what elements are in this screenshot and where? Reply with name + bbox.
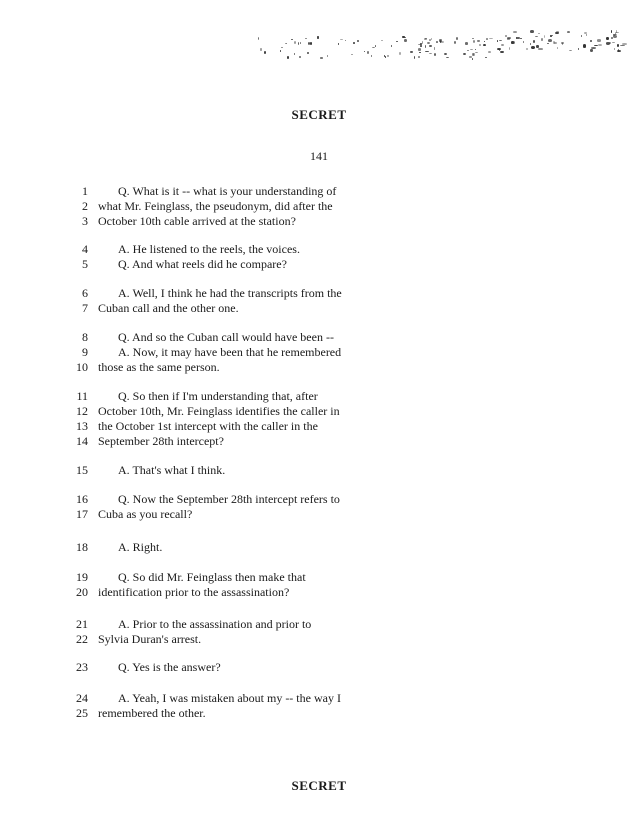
page-number: 141 [310, 149, 328, 163]
noise-speck [586, 34, 587, 36]
noise-speck [500, 51, 504, 53]
noise-speck [469, 56, 471, 57]
noise-speck [372, 47, 375, 48]
line-text: October 10th, Mr. Feinglass identifies the caller in [98, 404, 340, 418]
noise-speck [520, 38, 522, 39]
noise-speck [584, 32, 586, 34]
line-text: Cuba as you recall? [98, 507, 193, 521]
line-number: 22 [76, 632, 88, 646]
noise-speck [414, 56, 415, 59]
noise-speck [472, 53, 473, 56]
noise-speck [320, 57, 323, 58]
line-text: Sylvia Duran's arrest. [98, 632, 202, 646]
line-number: 12 [76, 404, 88, 418]
noise-speck [557, 47, 558, 49]
line-text: remembered the other. [98, 706, 206, 720]
noise-speck [530, 43, 532, 45]
noise-speck [375, 45, 376, 47]
line-number: 7 [82, 301, 88, 315]
line-number: 14 [76, 434, 88, 448]
noise-speck [578, 48, 579, 50]
line-text: A. He listened to the reels, the voices. [118, 242, 300, 256]
line-number: 4 [82, 242, 88, 256]
noise-speck [548, 39, 552, 42]
line-text: Q. What is it -- what is your understanding of [118, 184, 337, 198]
noise-speck [338, 43, 339, 45]
noise-speck [583, 44, 586, 47]
noise-speck [538, 48, 542, 51]
line-number: 23 [76, 660, 88, 674]
noise-speck [399, 52, 400, 55]
line-text: Q. Yes is the answer? [118, 660, 221, 674]
line-text: A. Yeah, I was mistaken about my -- the way I [118, 691, 341, 705]
noise-speck [484, 41, 485, 43]
line-number: 8 [82, 330, 88, 344]
noise-speck [467, 50, 469, 51]
noise-speck [310, 42, 311, 45]
line-number: 15 [76, 463, 88, 477]
line-number: 21 [76, 617, 88, 631]
line-text: Q. And so the Cuban call would have been -- [118, 330, 334, 344]
noise-speck [555, 32, 559, 34]
line-text: A. Right. [118, 540, 163, 554]
line-number: 25 [76, 706, 88, 720]
line-number: 16 [76, 492, 88, 506]
line-number: 2 [82, 199, 88, 213]
line-text: Q. And what reels did he compare? [118, 257, 287, 271]
noise-speck [425, 51, 428, 53]
noise-speck [598, 44, 602, 46]
noise-speck [497, 48, 501, 50]
noise-speck [280, 50, 282, 51]
noise-speck [294, 53, 295, 56]
line-number: 13 [76, 419, 88, 433]
noise-speck [434, 47, 436, 49]
line-number: 20 [76, 585, 88, 599]
line-text: Q. Now the September 28th intercept refers to [118, 492, 340, 506]
noise-speck [612, 42, 615, 43]
line-text: what Mr. Feinglass, the pseudonym, did after the [98, 199, 333, 213]
noise-speck [591, 47, 596, 49]
noise-speck [606, 37, 608, 40]
noise-speck [291, 39, 293, 40]
noise-speck [501, 44, 504, 46]
noise-speck [620, 45, 625, 46]
noise-speck [436, 41, 437, 43]
page-header: SECRET [291, 107, 347, 122]
noise-speck [317, 36, 318, 38]
noise-speck [472, 58, 473, 60]
noise-speck [507, 38, 511, 40]
noise-speck [353, 42, 356, 44]
noise-speck [305, 38, 307, 39]
noise-speck [541, 38, 542, 41]
line-number: 11 [76, 389, 88, 403]
noise-speck [422, 41, 424, 43]
noise-speck [463, 53, 466, 56]
noise-speck [475, 49, 477, 51]
noise-speck [418, 48, 421, 50]
noise-speck [509, 47, 510, 50]
noise-speck [597, 39, 601, 41]
noise-speck [429, 45, 432, 48]
noise-speck [456, 37, 458, 40]
noise-speck [431, 38, 432, 39]
noise-speck [429, 53, 432, 54]
noise-speck [533, 40, 536, 43]
line-number: 19 [76, 570, 88, 584]
scan-noise [255, 30, 625, 62]
noise-speck [489, 38, 493, 39]
noise-speck [264, 51, 266, 53]
noise-speck [396, 41, 398, 42]
noise-speck [511, 41, 514, 44]
noise-speck [345, 40, 346, 42]
noise-speck [475, 52, 478, 53]
noise-speck [425, 45, 427, 48]
noise-speck [404, 39, 407, 42]
noise-speck [617, 44, 618, 47]
noise-speck [497, 40, 498, 42]
noise-speck [446, 57, 449, 58]
noise-speck [483, 44, 486, 46]
noise-speck [472, 38, 474, 39]
line-text: A. Prior to the assassination and prior to [118, 617, 312, 631]
noise-speck [526, 48, 527, 50]
noise-speck [294, 41, 296, 44]
noise-speck [613, 35, 617, 38]
noise-speck [552, 35, 553, 36]
line-number: 3 [82, 214, 88, 228]
page-footer: SECRET [291, 778, 347, 793]
noise-speck [569, 50, 572, 51]
noise-speck [590, 40, 591, 41]
noise-speck [530, 30, 533, 33]
noise-speck [367, 51, 370, 54]
noise-speck [499, 40, 502, 41]
noise-speck [420, 45, 422, 47]
noise-speck [590, 49, 593, 51]
noise-speck [364, 51, 365, 53]
noise-speck [357, 40, 359, 43]
line-number: 18 [76, 540, 88, 554]
noise-speck [307, 52, 309, 55]
line-text: Q. So did Mr. Feinglass then make that [118, 570, 306, 584]
noise-speck [454, 41, 456, 43]
noise-speck [486, 38, 488, 40]
noise-speck [418, 56, 420, 58]
noise-speck [606, 42, 610, 44]
line-number: 1 [82, 184, 88, 198]
noise-speck [567, 31, 570, 33]
line-number: 6 [82, 286, 88, 300]
noise-speck [465, 42, 468, 44]
noise-speck [477, 40, 480, 42]
line-number: 17 [76, 507, 88, 521]
noise-speck [614, 48, 615, 49]
noise-speck [473, 40, 475, 43]
noise-speck [434, 53, 436, 56]
noise-speck [479, 44, 480, 46]
line-text: Q. So then if I'm understanding that, after [118, 389, 318, 403]
noise-speck [544, 35, 545, 38]
noise-speck [538, 33, 540, 34]
noise-speck [381, 40, 384, 41]
noise-speck [488, 51, 491, 53]
line-text: October 10th cable arrived at the station? [98, 214, 296, 228]
noise-speck [547, 43, 549, 44]
noise-speck [299, 56, 301, 58]
noise-speck [300, 42, 301, 44]
noise-speck [410, 51, 413, 52]
noise-speck [298, 42, 299, 45]
noise-speck [523, 41, 524, 43]
noise-speck [371, 55, 372, 57]
line-number: 10 [76, 360, 88, 374]
noise-speck [535, 36, 537, 37]
noise-speck [419, 52, 421, 54]
line-text: A. That's what I think. [118, 463, 226, 477]
line-text: identification prior to the assassination? [98, 585, 290, 599]
noise-speck [550, 35, 552, 37]
noise-speck [351, 54, 353, 55]
noise-speck [444, 53, 447, 56]
noise-speck [260, 48, 261, 50]
noise-speck [611, 30, 613, 33]
line-text: A. Now, it may have been that he remembered [118, 345, 342, 359]
line-text: September 28th intercept? [98, 434, 224, 448]
noise-speck [258, 37, 259, 40]
noise-speck [581, 35, 582, 38]
noise-speck [387, 55, 389, 56]
noise-speck [470, 49, 474, 51]
line-number: 24 [76, 691, 88, 705]
line-text: A. Well, I think he had the transcripts from the [118, 286, 342, 300]
noise-speck [391, 45, 393, 47]
noise-speck [340, 39, 342, 40]
line-text: Cuban call and the other one. [98, 301, 239, 315]
noise-speck [485, 57, 487, 58]
noise-speck [287, 56, 289, 59]
noise-speck [513, 31, 517, 33]
noise-speck [531, 46, 535, 49]
noise-speck [281, 47, 282, 48]
line-number: 5 [82, 257, 88, 271]
noise-speck [427, 42, 430, 44]
noise-speck [327, 55, 328, 57]
line-text: those as the same person. [98, 360, 220, 374]
noise-speck [618, 49, 619, 52]
noise-speck [402, 36, 404, 37]
line-text: the October 1st intercept with the caller in the [98, 419, 318, 433]
noise-speck [536, 45, 538, 47]
line-number: 9 [82, 345, 88, 359]
